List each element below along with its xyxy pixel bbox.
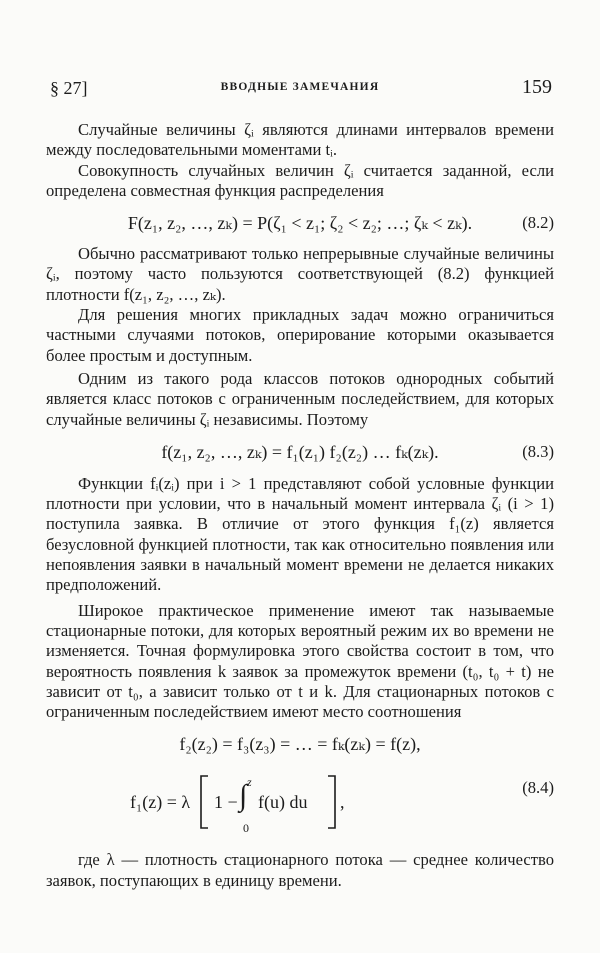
equation-8-4-lhs: f₁(z) = λ [130,792,191,813]
equation-8-4-line-2 [130,772,430,836]
paragraph-stationary-flows: Широкое практическое применение имеют так называемые стационарные потоки, для которых вероятный режим их во времени не изменяется. Точная формулировка этого свойства состоит в том, что вероятность появления k заявок за промежуток времени (t₀, t₀ + t) не зависит от t₀, а зависит только от t и k. Для стационарных потоков с ограниченным последействием имеют место соотношения [46,600,554,722]
equation-8-2-body: F(z₁, z₂, …, zₖ) = P(ζ₁ < z₁; ζ₂ < z₂; …; ζₖ < zₖ). [127,213,473,234]
equation-8-2-number: (8.2) [522,213,554,233]
equation-8-3-number: (8.3) [522,441,554,461]
paragraph-intervals: Случайные величины ζᵢ являются длинами интервалов времени между последовательными моментами tᵢ. [46,120,554,160]
page-number: 159 [522,76,552,98]
equation-8-3 [46,440,554,464]
integral-upper-limit: z [247,775,252,790]
equation-8-2 [46,211,554,235]
paragraph-density: Обычно рассматривают только непрерывные случайные величины ζᵢ, поэтому часто пользуются соответствующей (8.2) функцией плотности f(z₁, z₂, …, zₖ). [46,244,554,304]
equation-8-4-comma: , [340,792,345,813]
book-page [46,0,554,953]
paragraph-special-cases: Для решения многих прикладных задач можно ограничиться частными случаями потоков, оперирование которыми оказывается более простым и доступным. [46,305,554,365]
paragraph-limited-aftereffect: Одним из такого рода классов потоков однородных событий является класс потоков с ограниченным последействием, для которых случайные величины ζᵢ независимы. Поэтому [46,368,554,429]
equation-8-4 [46,732,554,838]
integrand: f(u) du [258,792,308,813]
integral-lower-limit: 0 [243,821,249,836]
paragraph-conditional-density: Функции fᵢ(zᵢ) при i > 1 представляют собой условные функции плотности при условии, что в начальный момент интервала ζᵢ (i > 1) поступила заявка. В отличие от этого функция f₁(z) является безусловной функцией плотности, так как относительно появления или непоявления заявки в начальный момент времени не делается никаких предположений. [46,473,554,595]
equation-8-3-body: f(z₁, z₂, …, zₖ) = f₁(z₁) f₂(z₂) … fₖ(zₖ). [161,441,439,462]
right-square-bracket [326,774,338,830]
left-square-bracket [198,774,210,830]
running-title: ВВОДНЫЕ ЗАМЕЧАНИЯ [220,81,380,93]
paragraph-joint-distribution: Совокупность случайных величин ζᵢ считается заданной, если определена совместная функция распределения [46,160,554,200]
running-header [46,78,554,102]
equation-8-4-one-minus: 1 − [214,792,238,813]
integral-sign: ∫ [239,779,248,813]
page-body [46,120,554,891]
equation-8-4-line-1: f₂(z₂) = f₃(z₃) = … = fₖ(zₖ) = f(z), [179,734,421,755]
equation-8-4-number: (8.4) [522,778,554,798]
section-reference: § 27] [50,78,88,98]
paragraph-lambda-definition: где λ — плотность стационарного потока — среднее количество заявок, поступающих в единицу времени. [46,850,554,890]
